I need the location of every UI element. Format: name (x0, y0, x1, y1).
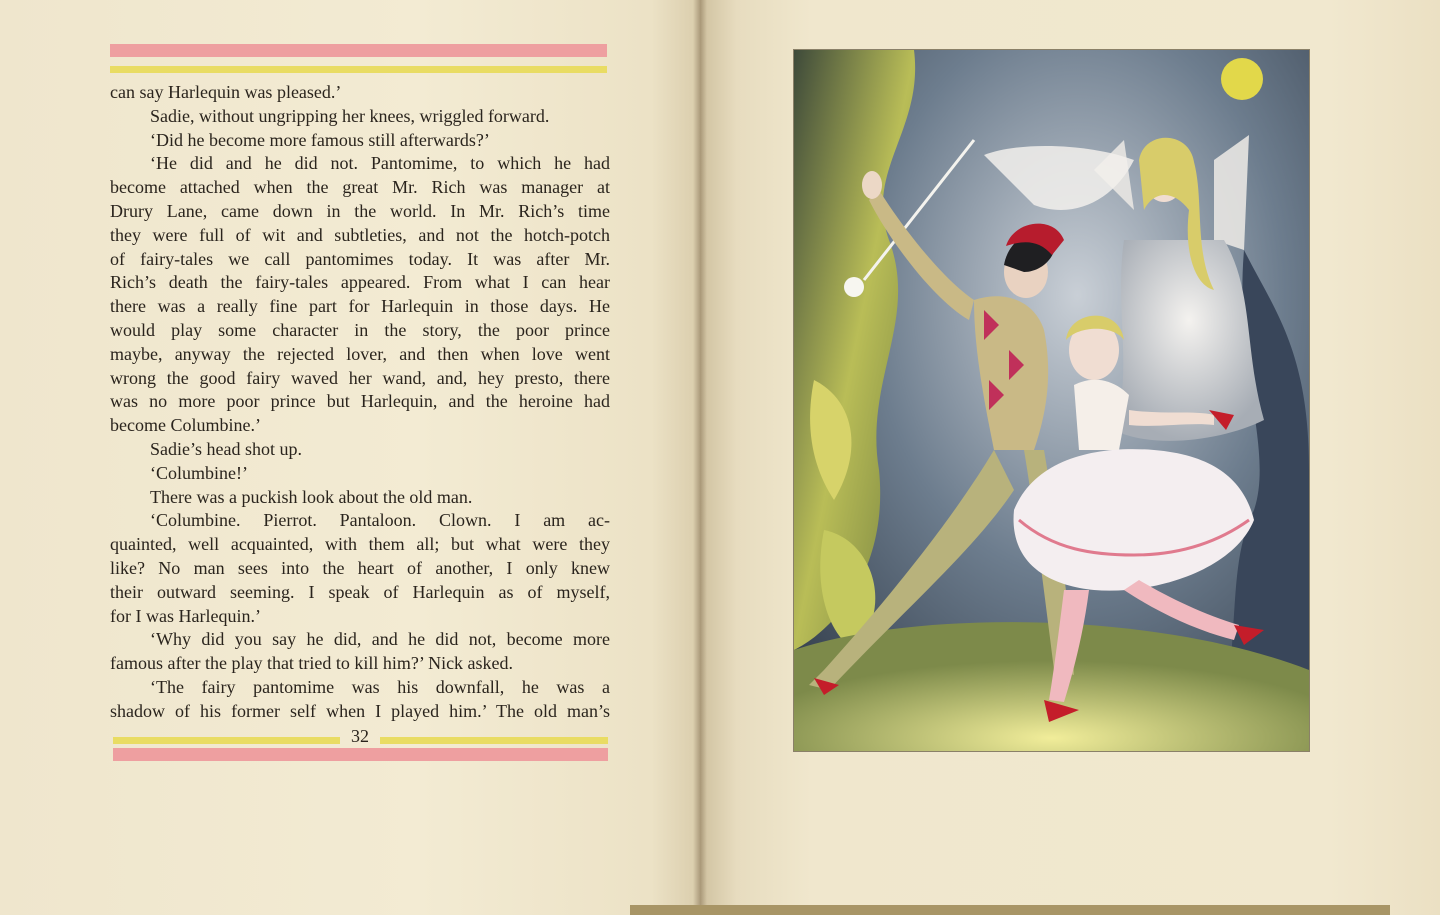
text-line: for I was Harlequin.’ (110, 605, 261, 626)
text-line: ‘The fairy pantomime was his downfall, he was a (150, 676, 610, 697)
text-line: Sadie’s head shot up. (150, 438, 302, 459)
text-line: ‘Columbine. Pierrot. Pantaloon. Clown. I am ac- (150, 510, 610, 531)
text-line: their outward seeming. I speak of Harlequin as of myself, (110, 581, 610, 602)
text-line: ‘Why did you say he did, and he did not, become more (150, 629, 610, 650)
text-line: Drury Lane, came down in the world. In Mr. Rich’s time (110, 200, 610, 221)
text-line: ‘Did he become more famous still afterwards?’ (150, 129, 490, 150)
bottom-yellow-rule-right (380, 737, 608, 744)
text-line: Rich’s death the fairy-tales appeared. From what I can hear (110, 272, 610, 293)
bottom-pink-rule (113, 748, 608, 761)
text-line: famous after the play that tried to kill him?’ Nick asked. (110, 653, 514, 674)
body-text (110, 81, 610, 724)
text-line: ‘Columbine!’ (150, 462, 248, 483)
text-line: like? No man sees into the heart of another, I only knew (110, 557, 610, 578)
text-line: can say Harlequin was pleased.’ (110, 82, 342, 102)
left-page (0, 0, 700, 915)
top-yellow-rule (110, 66, 607, 73)
text-line: ‘He did and he did not. Pantomime, to which he had (150, 153, 610, 174)
book-gutter (693, 0, 707, 915)
text-line: they were full of wit and subtleties, and not the hotch-potch (110, 224, 610, 245)
top-pink-rule (110, 44, 607, 57)
harlequin-columbine-fairy-illustration (794, 50, 1309, 751)
book-bottom-edge (630, 905, 1390, 915)
text-line: quainted, well acquainted, with them all; but what were they (110, 534, 610, 555)
illustration-plate (793, 49, 1310, 752)
text-line: become Columbine.’ (110, 415, 261, 436)
page-number: 32 (351, 726, 369, 746)
text-line: was no more poor prince but Harlequin, and the heroine had (110, 391, 610, 412)
text-line: become attached when the great Mr. Rich was manager at (110, 177, 610, 198)
text-line: shadow of his former self when I played him.’ The old man’s (110, 700, 610, 721)
text-line: Sadie, without ungripping her knees, wriggled forward. (150, 105, 550, 126)
text-line: would play some character in the story, the poor prince (110, 319, 610, 340)
text-line: maybe, anyway the rejected lover, and then when love went (110, 343, 610, 364)
bottom-yellow-rule-left (113, 737, 340, 744)
text-line: wrong the good fairy waved her wand, and, hey presto, there (110, 367, 610, 388)
text-line: of fairy-tales we call pantomimes today. It was after Mr. (110, 248, 610, 269)
text-line: there was a really fine part for Harlequin in those days. He (110, 296, 610, 317)
text-line: There was a puckish look about the old man. (150, 486, 473, 507)
